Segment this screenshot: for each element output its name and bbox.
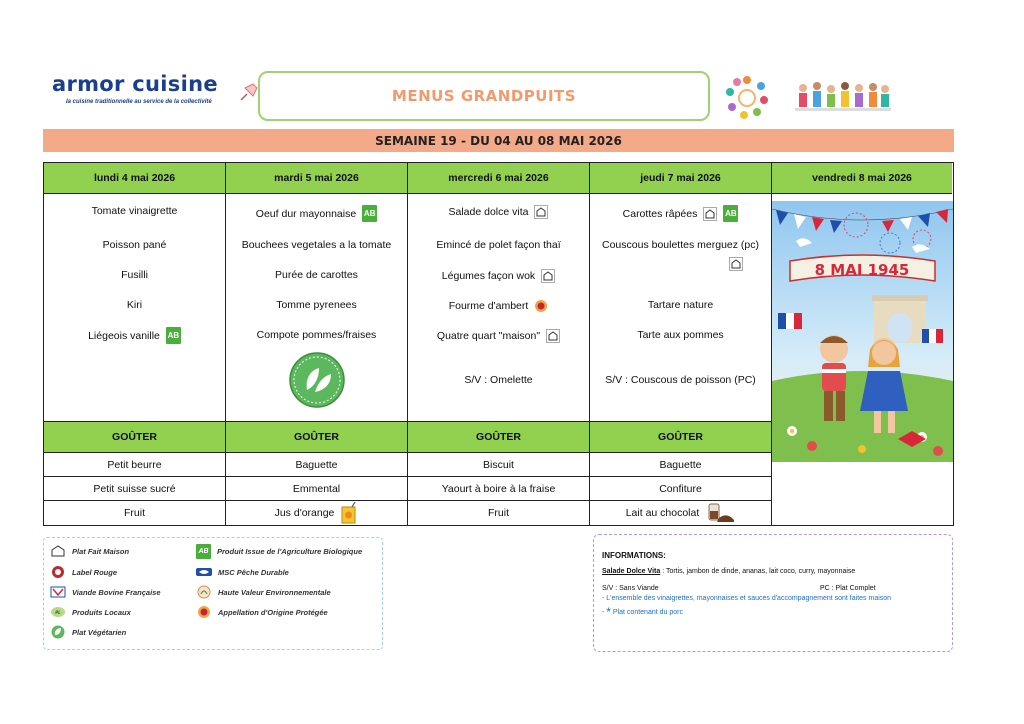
day-column-tuesday <box>226 163 408 525</box>
week-banner <box>43 129 954 152</box>
title-box <box>258 71 710 121</box>
dish-starter: Carottes râpées AB <box>590 205 771 222</box>
dish-dessert: Quatre quart "maison" <box>408 329 589 343</box>
dish-cheese: Tartare nature <box>647 299 714 311</box>
gouter-header: GOÛTER <box>408 421 589 453</box>
dish-cheese: Tomme pyrenees <box>276 299 357 311</box>
gouter-item: Confiture <box>590 477 771 501</box>
organic-ab-icon: AB <box>362 205 377 222</box>
legend-item: Label Rouge <box>50 565 117 579</box>
info-abbreviations: S/V : Sans Viande PC : Plat Complet <box>602 585 876 592</box>
house-icon <box>546 329 560 343</box>
organic-ab-icon: AB <box>166 327 181 344</box>
dish-starter: Tomate vinaigrette <box>91 205 178 217</box>
organic-ab-icon: AB <box>723 205 738 222</box>
chocolate-milk-icon <box>705 502 735 524</box>
dish-cheese: Fourme d'ambert <box>408 299 589 313</box>
juice-box-icon <box>340 502 358 524</box>
leaf-icon <box>50 625 66 639</box>
brand-name: armor cuisine <box>52 72 218 96</box>
star-icon: * <box>606 605 611 619</box>
children-circle-icon <box>722 72 772 122</box>
gouter-item: Petit beurre <box>44 453 225 477</box>
aop-icon <box>196 605 212 619</box>
day-column-thursday <box>590 163 772 525</box>
dish-starter: Oeuf dur mayonnaise AB <box>226 205 407 222</box>
brand-logo <box>52 72 222 105</box>
holiday-illustration <box>772 201 953 462</box>
gouter-item: Biscuit <box>408 453 589 477</box>
week-label: SEMAINE 19 - DU 04 AU 08 MAI 2026 <box>375 133 622 148</box>
legend-item: MSC Pêche Durable <box>196 565 289 579</box>
page-title: MENUS GRANDPUITS <box>391 87 577 105</box>
legend-item: AB Produit Issue de l'Agriculture Biologique <box>196 544 362 559</box>
info-pork-note: - * Plat contenant du porc <box>602 605 683 619</box>
dish-dessert: Tarte aux pommes <box>637 329 724 341</box>
gouter-header: GOÛTER <box>590 421 771 453</box>
poster-title: 8 MAI 1945 <box>814 261 910 279</box>
dish-main: Poisson pané <box>102 239 167 251</box>
day-header: mardi 5 mai 2026 <box>226 163 407 194</box>
legend-item: Plat Végétarien <box>50 625 126 639</box>
children-group-icon <box>795 78 891 116</box>
dish-main: Couscous boulettes merguez (pc) <box>602 239 759 251</box>
legend-item: Appellation d'Origine Protégée <box>196 605 328 619</box>
house-icon <box>50 544 66 558</box>
gouter-item: Fruit <box>488 507 509 519</box>
dish-vegetarian-option: S/V : Omelette <box>464 374 533 386</box>
day-header: mercredi 6 mai 2026 <box>408 163 589 194</box>
gouter-item: Emmental <box>226 477 407 501</box>
info-homemade-note: - L'ensemble des vinaigrettes, mayonnaises et sauces d'accompagnement sont faites maison <box>602 595 892 602</box>
label-rouge-icon <box>50 565 66 579</box>
dish-dessert: Compote pommes/fraises <box>256 329 377 341</box>
local-products-icon <box>50 605 66 619</box>
gouter-item: Yaourt à boire à la fraise <box>408 477 589 501</box>
day-header: jeudi 7 mai 2026 <box>590 163 771 194</box>
gouter-item: Baguette <box>226 453 407 477</box>
gouter-header: GOÛTER <box>226 421 407 453</box>
information-box <box>593 534 953 652</box>
dish-cheese: Kiri <box>126 299 143 311</box>
day-column-monday <box>44 163 226 525</box>
legend-item: Haute Valeur Environnementale <box>196 585 331 599</box>
brand-tagline: la cuisine traditionnelle au service de la collectivité <box>66 99 212 105</box>
dish-side: Fusilli <box>121 269 148 281</box>
holiday-poster <box>772 201 953 462</box>
day-column-wednesday <box>408 163 590 525</box>
info-title: INFORMATIONS: <box>602 551 666 560</box>
dish-vegetarian-option: S/V : Couscous de poisson (PC) <box>605 374 756 386</box>
hve-icon <box>196 585 212 599</box>
day-header: lundi 4 mai 2026 <box>44 163 225 194</box>
dish-dessert: Liégeois vanille AB <box>44 327 225 344</box>
gouter-item: Fruit <box>124 507 145 519</box>
aop-icon <box>534 299 548 313</box>
legend-item: Viande Bovine Française <box>50 585 161 599</box>
dish-side: Purée de carottes <box>275 269 358 281</box>
vbf-icon <box>50 585 66 599</box>
house-icon <box>729 257 743 271</box>
vegetarian-leaf-icon <box>289 352 345 408</box>
gouter-item: Lait au chocolat <box>590 501 771 525</box>
legend-box <box>43 537 383 650</box>
house-icon <box>541 269 555 283</box>
legend-item: Plat Fait Maison <box>50 544 129 558</box>
svg-text:PL: PL <box>55 610 61 615</box>
info-dolce-vita: Salade Dolce Vita : Tortis, jambon de dinde, ananas, lait coco, curry, mayonnaise <box>602 568 856 575</box>
gouter-item: Petit suisse sucré <box>44 477 225 501</box>
dish-main: Bouchees vegetales a la tomate <box>241 239 392 251</box>
legend-item: PL Produits Locaux <box>50 605 131 619</box>
dish-starter: Salade dolce vita <box>408 205 589 219</box>
gouter-item: Baguette <box>590 453 771 477</box>
day-header: vendredi 8 mai 2026 <box>772 163 952 194</box>
house-icon <box>703 207 717 221</box>
dish-side: Légumes façon wok <box>408 269 589 283</box>
gouter-item: Jus d'orange <box>226 501 407 525</box>
house-icon <box>534 205 548 219</box>
dish-main: Emincé de polet façon thaï <box>436 239 561 251</box>
gouter-header: GOÛTER <box>44 421 225 453</box>
ab-icon: AB <box>196 544 211 559</box>
msc-icon <box>196 565 212 579</box>
